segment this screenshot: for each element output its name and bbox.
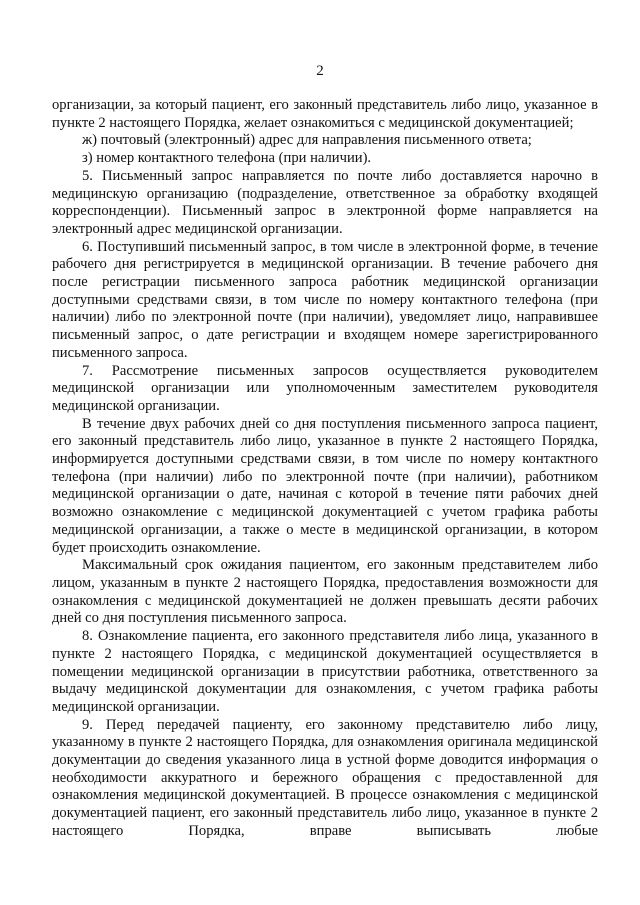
paragraph-p0: организации, за который пациент, его законный представитель либо лицо, указанное в пункте 2 настоящего Порядка, желает ознакомиться с медицинской документацией; <box>52 97 598 131</box>
paragraph-p2: з) номер контактного телефона (при наличии). <box>82 150 372 167</box>
paragraph-p7: Максимальный срок ожидания пациентом, его законным представителем либо лицом, указанным в пункте 2 настоящего Порядка, предоставления возможности для ознакомления с медицинской документацией не должен превышать десяти рабочих дней со дня поступления письменного запроса. <box>52 557 598 627</box>
paragraph-p1: ж) почтовый (электронный) адрес для направления письменного ответа; <box>82 132 532 149</box>
paragraph-p5: 7. Рассмотрение письменных запросов осуществляется руководителем медицинской организации или уполномоченным заместителем руководителя медицинской организации. <box>52 362 598 414</box>
paragraph-p3: 5. Письменный запрос направляется по почте либо доставляется нарочно в медицинскую организацию (подразделение, ответственное за обработку входящей корреспонденции). Письменный запрос в электронной форме направляется на электронный адрес медицинской организации. <box>52 167 598 237</box>
document-body <box>52 97 598 841</box>
paragraph-p8: 8. Ознакомление пациента, его законного представителя либо лица, указанного в пункте 2 настоящего Порядка, с медицинской документацией осуществляется в помещении медицинской организации в присутствии работника, ответственного за выдачу медицинской документации для ознакомления, с учетом графика работы медицинской организации. <box>52 628 598 715</box>
paragraph-p4: 6. Поступивший письменный запрос, в том числе в электронной форме, в течение рабочего дня регистрируется в медицинской организации. В течение рабочего дня после регистрации письменного запроса работник медицинской организации доступными средствами связи, в том числе по номеру контактного телефона (при наличии) либо по электронной почте (при наличии), уведомляет лицо, направившее письменный запрос, о дате регистрации и входящем номере зарегистрированного письменного запроса. <box>52 238 598 361</box>
paragraph-p9: 9. Перед передачей пациенту, его законному представителю либо лицу, указанному в пункте 2 настоящего Порядка, для ознакомления оригинала медицинской документации до сведения указанного лица в устной форме доводится информация о необходимости аккуратного и бережного обращения с предоставленной для ознакомления медицинской документацией. В процессе ознакомления с медицинской документацией пациент, его законный представитель либо лицо, указанное в пункте 2 настоящего Порядка, вправе выписывать любые <box>52 716 598 839</box>
paragraph-p6: В течение двух рабочих дней со дня поступления письменного запроса пациент, его законный представитель либо лицо, указанное в пункте 2 настоящего Порядка, информируется доступными средствами связи, в том числе по номеру контактного телефона (при наличии) либо по электронной почте (при наличии), работником медицинской организации о дате, начиная с которой в течение пяти рабочих дней возможно ознакомление с медицинской документацией с учетом графика работы медицинской организации, а также о месте в медицинской организации, в котором будет происходить ознакомление. <box>52 415 598 556</box>
page-number: 2 <box>316 63 324 79</box>
